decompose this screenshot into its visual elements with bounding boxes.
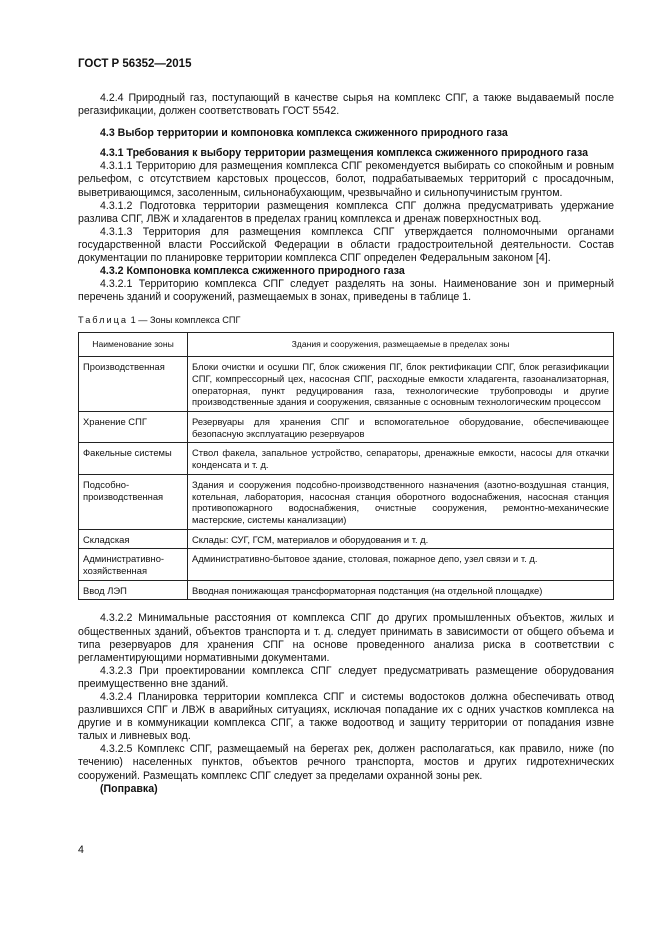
table-row: [79, 549, 614, 580]
paragraph: 4.3.2.1 Территорию комплекса СПГ следует разделять на зоны. Наименование зон и примерный перечень зданий и сооружений, размещаемых в зонах, приведены в таблице 1.: [78, 278, 614, 304]
paragraph: 4.3.1.3 Территория для размещения комплекса СПГ утверждается полномочными органами государственной власти Российской Федерации в области градостроительной деятельности. Состав документации по планировке территории комплекса СПГ определен Федеральным законом [4].: [78, 225, 614, 265]
table-body: [79, 357, 614, 600]
zone-name-cell: Подсобно-производственная: [79, 474, 188, 529]
table-row: [79, 412, 614, 443]
paragraph: 4.3.2.3 При проектировании комплекса СПГ следует предусматривать размещение оборудования преимущественно вне зданий.: [78, 664, 614, 690]
zone-buildings-cell: Вводная понижающая трансформаторная подстанция (на отдельной площадке): [188, 580, 614, 600]
top-section: [78, 92, 614, 304]
table-row: [79, 474, 614, 529]
zone-buildings-cell: Резервуары для хранения СПГ и вспомогательное оборудование, обеспечивающее безопасную эксплуатацию резервуаров: [188, 412, 614, 443]
zone-name-cell: Складская: [79, 529, 188, 549]
paragraph: 4.3.2.2 Минимальные расстояния от комплекса СПГ до других промышленных объектов, жилых и общественных зданий, объектов транспорта и т. д. следует принимать в зависимости от общего объема и типа резервуаров для хранения СПГ на основе проведенного анализа риска в соответствии с регламентирующими нормативными документами.: [78, 612, 614, 664]
zone-name-cell: Хранение СПГ: [79, 412, 188, 443]
zone-name-cell: Ввод ЛЭП: [79, 580, 188, 600]
paragraph: 4.3.2.4 Планировка территории комплекса СПГ и системы водостоков должна обеспечивать отвод разлившихся СПГ и ЛВЖ в аварийных ситуациях, исключая попадание их с одних участков комплекса на другие и в коммуникации комплекса СПГ, а также водоотвод и защиту территории от попадания извне талых и ливневых вод.: [78, 691, 614, 743]
spacer: [78, 140, 614, 147]
page-number: 4: [78, 844, 84, 856]
table-row: [79, 443, 614, 474]
zone-name-cell: Административно-хозяйственная: [79, 549, 188, 580]
table-row: [79, 529, 614, 549]
bottom-section: [78, 612, 614, 795]
paragraph: 4.3.1.2 Подготовка территории размещения комплекса СПГ должна предусматривать удержание разлива СПГ, ЛВЖ и хладагентов в пределах границ комплекса и дренаж поверхностных вод.: [78, 199, 614, 225]
table-header-row: [79, 332, 614, 357]
zone-name-cell: Факельные системы: [79, 443, 188, 474]
column-header-zone: Наименование зоны: [79, 332, 188, 357]
paragraph: 4.2.4 Природный газ, поступающий в качестве сырья на комплекс СПГ, а также выдаваемый после регазификации, должен соответствовать ГОСТ 5542.: [78, 92, 614, 118]
section-heading: 4.3.1 Требования к выбору территории размещения комплекса сжиженного природного газа: [100, 147, 588, 160]
table-row: [79, 580, 614, 600]
paragraph: (Поправка): [100, 782, 158, 795]
section-heading: 4.3.2 Компоновка комплекса сжиженного природного газа: [100, 265, 405, 278]
table-caption: [78, 314, 614, 327]
document-header: ГОСТ Р 56352—2015: [78, 58, 192, 70]
table-row: [79, 357, 614, 412]
zone-buildings-cell: Здания и сооружения подсобно-производственного назначения (азотно-воздушная станция, котельная, лаборатория, насосная станция оборотного водоснабжения, насосная станция противопожарного водоснабжения, очистные сооружения, ремонтно-механические мастерские, системы канализации): [188, 474, 614, 529]
zone-buildings-cell: Ствол факела, запальное устройство, сепараторы, дренажные емкости, насосы для откачки конденсата и т. д.: [188, 443, 614, 474]
zone-buildings-cell: Блоки очистки и осушки ПГ, блок сжижения ПГ, блок ректификации СПГ, блок регазификации СПГ, компрессорный цех, насосная СПГ, расходные емкости хладагента, газоанализаторная, операторная, пункт редуцирования газа, технологические трубопроводы и другие производственные здания и сооружения, связанные с основным технологическим процессом: [188, 357, 614, 412]
page-content: [78, 92, 614, 796]
table-caption-title: 1 — Зоны комплекса СПГ: [128, 315, 241, 326]
zone-name-cell: Производственная: [79, 357, 188, 412]
zone-buildings-cell: Склады: СУГ, ГСМ, материалов и оборудования и т. д.: [188, 529, 614, 549]
paragraph: 4.3.2.5 Комплекс СПГ, размещаемый на берегах рек, должен располагаться, как правило, ниже (по течению) населенных пунктов, объектов речного транспорта, мостов и других гидротехнических сооружений. Размещать комплекс СПГ следует за пределами охранной зоны рек.: [78, 743, 614, 782]
column-header-buildings: Здания и сооружения, размещаемые в пределах зоны: [188, 332, 614, 357]
paragraph: 4.3.1.1 Территорию для размещения комплекса СПГ рекомендуется выбирать со спокойным и ровным рельефом, с отсутствием карстовых процессов, болот, подрабатываемых территорий с просадочным, выветривающимся, засоленным, сильнонабухающим, чрезвычайно и сильнопучинистым грунтом.: [78, 160, 614, 199]
table-caption-label: Таблица: [78, 315, 129, 326]
zone-buildings-cell: Административно-бытовое здание, столовая, пожарное депо, узел связи и т. д.: [188, 549, 614, 580]
spacer: [78, 118, 614, 127]
zones-table: [78, 332, 614, 601]
section-heading: 4.3 Выбор территории и компоновка комплекса сжиженного природного газа: [100, 127, 508, 140]
